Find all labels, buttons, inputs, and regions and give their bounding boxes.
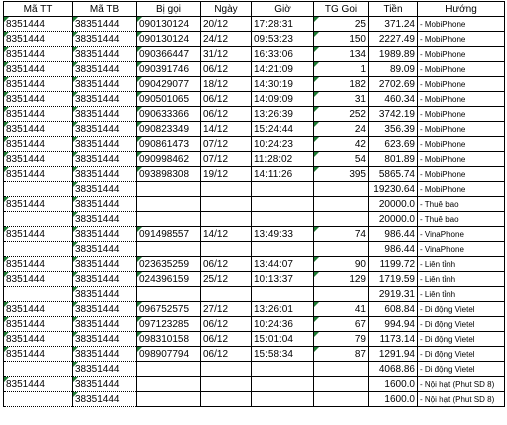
cell-ma-tb[interactable]: 38351444 [73, 152, 137, 167]
cell-tg-goi[interactable]: 1 [314, 62, 369, 77]
table-row [4, 287, 505, 302]
cell-tg-goi[interactable] [314, 212, 369, 227]
cell-bi-goi[interactable]: 090391746 [137, 62, 201, 77]
cell-tien[interactable]: 3742.19 [369, 107, 418, 122]
cell-tien[interactable]: 2919.31 [369, 287, 418, 302]
cell-tien[interactable]: 1989.89 [369, 47, 418, 62]
cell-ma-tt[interactable]: 8351444 [4, 17, 73, 32]
cell-huong[interactable]: - MobiPhone [418, 152, 505, 167]
cell-ngay[interactable]: 06/12 [201, 92, 252, 107]
cell-gio[interactable]: 13:26:39 [252, 107, 314, 122]
cell-ngay[interactable] [201, 377, 252, 392]
cell-ma-tb[interactable]: 38351444 [73, 362, 137, 377]
cell-huong[interactable]: - Nội hạt (Phut SD 8) [418, 392, 505, 407]
cell-ngay[interactable]: 06/12 [201, 62, 252, 77]
cell-gio[interactable]: 15:01:04 [252, 332, 314, 347]
table-row [4, 77, 505, 92]
cell-gio[interactable]: 13:44:07 [252, 257, 314, 272]
cell-ngay[interactable] [201, 212, 252, 227]
cell-ngay[interactable] [201, 362, 252, 377]
cell-gio[interactable]: 17:28:31 [252, 17, 314, 32]
cell-tien[interactable]: 1291.94 [369, 347, 418, 362]
cell-tien[interactable]: 4068.86 [369, 362, 418, 377]
header-ma-tb[interactable]: Mã TB [73, 2, 137, 17]
cell-ngay[interactable]: 18/12 [201, 77, 252, 92]
table-row [4, 107, 505, 122]
cell-ma-tb[interactable]: 38351444 [73, 242, 137, 257]
cell-tien[interactable]: 2702.69 [369, 77, 418, 92]
cell-tien[interactable]: 623.69 [369, 137, 418, 152]
cell-ngay[interactable]: 14/12 [201, 122, 252, 137]
cell-tien[interactable]: 986.44 [369, 227, 418, 242]
cell-bi-goi[interactable]: 090998462 [137, 152, 201, 167]
cell-tg-goi[interactable] [314, 362, 369, 377]
table-row [4, 197, 505, 212]
cell-gio[interactable] [252, 182, 314, 197]
cell-ngay[interactable]: 07/12 [201, 137, 252, 152]
cell-ngay[interactable] [201, 392, 252, 407]
cell-huong[interactable]: - VinaPhone [418, 242, 505, 257]
cell-ma-tb[interactable]: 38351444 [73, 47, 137, 62]
cell-ma-tt[interactable]: 8351444 [4, 107, 73, 122]
cell-tien[interactable]: 801.89 [369, 152, 418, 167]
cell-ma-tb[interactable]: 38351444 [73, 392, 137, 407]
cell-ma-tb[interactable]: 38351444 [73, 347, 137, 362]
cell-tg-goi[interactable] [314, 392, 369, 407]
cell-bi-goi[interactable]: 090130124 [137, 32, 201, 47]
cell-tg-goi[interactable] [314, 287, 369, 302]
cell-ma-tt[interactable] [4, 212, 73, 227]
cell-bi-goi[interactable] [137, 182, 201, 197]
cell-ma-tt[interactable]: 8351444 [4, 272, 73, 287]
cell-ma-tt[interactable]: 8351444 [4, 197, 73, 212]
cell-bi-goi[interactable]: 091498557 [137, 227, 201, 242]
cell-ma-tt[interactable]: 8351444 [4, 167, 73, 182]
cell-bi-goi[interactable]: 090823349 [137, 122, 201, 137]
cell-tien[interactable]: 1199.72 [369, 257, 418, 272]
cell-ngay[interactable] [201, 197, 252, 212]
cell-tg-goi[interactable]: 134 [314, 47, 369, 62]
table-row [4, 347, 505, 362]
cell-ma-tt[interactable]: 8351444 [4, 152, 73, 167]
cell-gio[interactable]: 16:33:06 [252, 47, 314, 62]
cell-ngay[interactable]: 31/12 [201, 47, 252, 62]
cell-ma-tb[interactable]: 38351444 [73, 257, 137, 272]
cell-ma-tt[interactable] [4, 362, 73, 377]
cell-huong[interactable]: - Di động Vietel [418, 317, 505, 332]
cell-gio[interactable] [252, 362, 314, 377]
cell-tg-goi[interactable]: 67 [314, 317, 369, 332]
cell-ma-tt[interactable]: 8351444 [4, 137, 73, 152]
table-row [4, 272, 505, 287]
cell-tg-goi[interactable] [314, 182, 369, 197]
cell-huong[interactable]: - Liên tỉnh [418, 287, 505, 302]
cell-huong[interactable]: - Thuê bao [418, 212, 505, 227]
table-body [4, 17, 505, 407]
cell-bi-goi[interactable]: 090633366 [137, 107, 201, 122]
cell-ma-tt[interactable]: 8351444 [4, 347, 73, 362]
cell-tg-goi[interactable]: 74 [314, 227, 369, 242]
cell-ma-tt[interactable]: 8351444 [4, 92, 73, 107]
header-bi-goi[interactable]: Bị gọi [137, 2, 201, 17]
cell-bi-goi[interactable] [137, 362, 201, 377]
cell-bi-goi[interactable]: 090366447 [137, 47, 201, 62]
cell-gio[interactable] [252, 377, 314, 392]
cell-ma-tb[interactable]: 38351444 [73, 287, 137, 302]
cell-ma-tb[interactable]: 38351444 [73, 182, 137, 197]
cell-tien[interactable]: 2227.49 [369, 32, 418, 47]
cell-ma-tt[interactable] [4, 182, 73, 197]
cell-huong[interactable]: - Liên tỉnh [418, 272, 505, 287]
cell-huong[interactable]: - MobiPhone [418, 107, 505, 122]
cell-tg-goi[interactable]: 41 [314, 302, 369, 317]
cell-ma-tb[interactable]: 38351444 [73, 92, 137, 107]
cell-ngay[interactable]: 06/12 [201, 317, 252, 332]
cell-ma-tt[interactable]: 8351444 [4, 77, 73, 92]
table-row [4, 362, 505, 377]
cell-huong[interactable]: - VinaPhone [418, 227, 505, 242]
header-row [4, 2, 505, 17]
cell-gio[interactable]: 10:24:23 [252, 137, 314, 152]
cell-ma-tt[interactable] [4, 287, 73, 302]
cell-ma-tb[interactable]: 38351444 [73, 197, 137, 212]
cell-ma-tb[interactable]: 38351444 [73, 122, 137, 137]
table-row [4, 152, 505, 167]
cell-gio[interactable] [252, 287, 314, 302]
cell-bi-goi[interactable] [137, 287, 201, 302]
header-ma-tt[interactable]: Mã TT [4, 2, 73, 17]
cell-huong[interactable]: - MobiPhone [418, 77, 505, 92]
cell-huong[interactable]: - MobiPhone [418, 137, 505, 152]
cell-huong[interactable]: - Di động Vietel [418, 302, 505, 317]
cell-tg-goi[interactable]: 129 [314, 272, 369, 287]
cell-bi-goi[interactable]: 093898308 [137, 167, 201, 182]
cell-tien[interactable]: 20000.0 [369, 212, 418, 227]
cell-tg-goi[interactable]: 31 [314, 92, 369, 107]
table-row [4, 17, 505, 32]
cell-gio[interactable]: 13:49:33 [252, 227, 314, 242]
cell-bi-goi[interactable] [137, 197, 201, 212]
cell-ma-tb[interactable]: 38351444 [73, 62, 137, 77]
cell-huong[interactable]: - Di động Vietel [418, 347, 505, 362]
cell-ngay[interactable] [201, 182, 252, 197]
cell-ngay[interactable]: 25/12 [201, 272, 252, 287]
cell-tien[interactable]: 608.84 [369, 302, 418, 317]
cell-huong[interactable]: - MobiPhone [418, 167, 505, 182]
cell-tien[interactable]: 356.39 [369, 122, 418, 137]
cell-ma-tt[interactable]: 8351444 [4, 257, 73, 272]
table-row [4, 137, 505, 152]
cell-gio[interactable]: 13:26:01 [252, 302, 314, 317]
cell-ma-tb[interactable]: 38351444 [73, 302, 137, 317]
cell-ngay[interactable] [201, 242, 252, 257]
cell-ma-tb[interactable]: 38351444 [73, 227, 137, 242]
cell-ma-tb[interactable]: 38351444 [73, 167, 137, 182]
cell-bi-goi[interactable]: 024396159 [137, 272, 201, 287]
cell-bi-goi[interactable]: 090861473 [137, 137, 201, 152]
cell-gio[interactable] [252, 212, 314, 227]
header-tg-goi[interactable]: TG Goi [314, 2, 369, 17]
call-detail-table [3, 1, 505, 407]
cell-ma-tb[interactable]: 38351444 [73, 212, 137, 227]
cell-tien[interactable]: 460.34 [369, 92, 418, 107]
cell-ma-tt[interactable]: 8351444 [4, 302, 73, 317]
cell-tg-goi[interactable] [314, 377, 369, 392]
header-tien[interactable]: Tiền [369, 2, 418, 17]
cell-ma-tt[interactable]: 8351444 [4, 47, 73, 62]
cell-ma-tb[interactable]: 38351444 [73, 332, 137, 347]
cell-tg-goi[interactable]: 252 [314, 107, 369, 122]
cell-gio[interactable]: 14:09:09 [252, 92, 314, 107]
cell-huong[interactable]: - MobiPhone [418, 182, 505, 197]
cell-ma-tb[interactable]: 38351444 [73, 137, 137, 152]
cell-tg-goi[interactable]: 87 [314, 347, 369, 362]
cell-tg-goi[interactable]: 90 [314, 257, 369, 272]
cell-ngay[interactable]: 06/12 [201, 257, 252, 272]
cell-ngay[interactable] [201, 287, 252, 302]
cell-tg-goi[interactable]: 182 [314, 77, 369, 92]
cell-ngay[interactable]: 06/12 [201, 347, 252, 362]
cell-ma-tt[interactable]: 8351444 [4, 227, 73, 242]
cell-tg-goi[interactable]: 79 [314, 332, 369, 347]
cell-ma-tt[interactable] [4, 392, 73, 407]
cell-gio[interactable]: 14:11:26 [252, 167, 314, 182]
cell-ma-tb[interactable]: 38351444 [73, 17, 137, 32]
cell-ma-tt[interactable]: 8351444 [4, 122, 73, 137]
cell-ma-tb[interactable]: 38351444 [73, 272, 137, 287]
cell-tg-goi[interactable]: 150 [314, 32, 369, 47]
cell-bi-goi[interactable] [137, 377, 201, 392]
table-row [4, 47, 505, 62]
cell-bi-goi[interactable]: 090429077 [137, 77, 201, 92]
cell-tien[interactable]: 1173.14 [369, 332, 418, 347]
cell-tg-goi[interactable]: 54 [314, 152, 369, 167]
cell-tien[interactable]: 986.44 [369, 242, 418, 257]
cell-ngay[interactable]: 06/12 [201, 332, 252, 347]
cell-ma-tt[interactable] [4, 242, 73, 257]
cell-ngay[interactable]: 24/12 [201, 32, 252, 47]
table-row [4, 32, 505, 47]
cell-ma-tb[interactable]: 38351444 [73, 32, 137, 47]
header-ngay[interactable]: Ngày [201, 2, 252, 17]
cell-tg-goi[interactable]: 25 [314, 17, 369, 32]
cell-huong[interactable]: - Di động Vietel [418, 332, 505, 347]
table-row [4, 332, 505, 347]
cell-tien[interactable]: 994.94 [369, 317, 418, 332]
cell-tg-goi[interactable]: 42 [314, 137, 369, 152]
cell-ma-tt[interactable]: 8351444 [4, 332, 73, 347]
cell-ma-tt[interactable]: 8351444 [4, 377, 73, 392]
cell-gio[interactable]: 14:21:09 [252, 62, 314, 77]
table-row [4, 377, 505, 392]
cell-bi-goi[interactable]: 096752575 [137, 302, 201, 317]
cell-huong[interactable]: - Thuê bao [418, 197, 505, 212]
cell-bi-goi[interactable]: 090501065 [137, 92, 201, 107]
cell-tien[interactable]: 1719.59 [369, 272, 418, 287]
cell-gio[interactable]: 15:24:44 [252, 122, 314, 137]
cell-bi-goi[interactable]: 023635259 [137, 257, 201, 272]
cell-huong[interactable]: - MobiPhone [418, 122, 505, 137]
cell-tien[interactable]: 19230.64 [369, 182, 418, 197]
cell-tien[interactable]: 5865.74 [369, 167, 418, 182]
cell-bi-goi[interactable]: 098907794 [137, 347, 201, 362]
cell-tg-goi[interactable] [314, 242, 369, 257]
cell-gio[interactable] [252, 242, 314, 257]
cell-ma-tt[interactable]: 8351444 [4, 62, 73, 77]
cell-huong[interactable]: - MobiPhone [418, 32, 505, 47]
cell-ma-tt[interactable]: 8351444 [4, 32, 73, 47]
cell-tg-goi[interactable] [314, 197, 369, 212]
table-row [4, 212, 505, 227]
cell-tien[interactable]: 1600.0 [369, 392, 418, 407]
cell-tien[interactable]: 1600.0 [369, 377, 418, 392]
cell-ngay[interactable]: 20/12 [201, 17, 252, 32]
table-row [4, 167, 505, 182]
cell-ngay[interactable]: 07/12 [201, 152, 252, 167]
table-row [4, 242, 505, 257]
cell-bi-goi[interactable]: 098310158 [137, 332, 201, 347]
table-row [4, 317, 505, 332]
table-row [4, 257, 505, 272]
table-row [4, 122, 505, 137]
cell-tien[interactable]: 89.09 [369, 62, 418, 77]
cell-bi-goi[interactable] [137, 392, 201, 407]
cell-bi-goi[interactable] [137, 212, 201, 227]
header-gio[interactable]: Giờ [252, 2, 314, 17]
cell-tien[interactable]: 20000.0 [369, 197, 418, 212]
cell-huong[interactable]: - MobiPhone [418, 62, 505, 77]
header-huong[interactable]: Hướng [418, 2, 505, 17]
cell-huong[interactable]: - Nội hạt (Phut SD 8) [418, 377, 505, 392]
table-row [4, 62, 505, 77]
table-row [4, 92, 505, 107]
cell-gio[interactable] [252, 392, 314, 407]
cell-gio[interactable] [252, 197, 314, 212]
cell-huong[interactable]: - Di động Vietel [418, 362, 505, 377]
cell-huong[interactable]: - MobiPhone [418, 92, 505, 107]
cell-ngay[interactable]: 27/12 [201, 302, 252, 317]
cell-bi-goi[interactable]: 097123285 [137, 317, 201, 332]
cell-bi-goi[interactable]: 090130124 [137, 17, 201, 32]
cell-ngay[interactable]: 19/12 [201, 167, 252, 182]
cell-huong[interactable]: - MobiPhone [418, 17, 505, 32]
cell-ngay[interactable]: 06/12 [201, 107, 252, 122]
cell-gio[interactable]: 10:13:37 [252, 272, 314, 287]
cell-ma-tb[interactable]: 38351444 [73, 77, 137, 92]
cell-gio[interactable]: 11:28:02 [252, 152, 314, 167]
cell-gio[interactable]: 15:58:34 [252, 347, 314, 362]
table-row [4, 182, 505, 197]
cell-ma-tb[interactable]: 38351444 [73, 317, 137, 332]
cell-ma-tt[interactable]: 8351444 [4, 317, 73, 332]
cell-bi-goi[interactable] [137, 242, 201, 257]
cell-ngay[interactable]: 14/12 [201, 227, 252, 242]
cell-ma-tb[interactable]: 38351444 [73, 377, 137, 392]
cell-huong[interactable]: - MobiPhone [418, 47, 505, 62]
cell-huong[interactable]: - Liên tỉnh [418, 257, 505, 272]
cell-tg-goi[interactable]: 24 [314, 122, 369, 137]
cell-gio[interactable]: 14:30:19 [252, 77, 314, 92]
table-row [4, 392, 505, 407]
cell-ma-tb[interactable]: 38351444 [73, 107, 137, 122]
cell-tg-goi[interactable]: 395 [314, 167, 369, 182]
table-row [4, 227, 505, 242]
cell-gio[interactable]: 10:24:36 [252, 317, 314, 332]
cell-tien[interactable]: 371.24 [369, 17, 418, 32]
table-row [4, 302, 505, 317]
cell-gio[interactable]: 09:53:23 [252, 32, 314, 47]
